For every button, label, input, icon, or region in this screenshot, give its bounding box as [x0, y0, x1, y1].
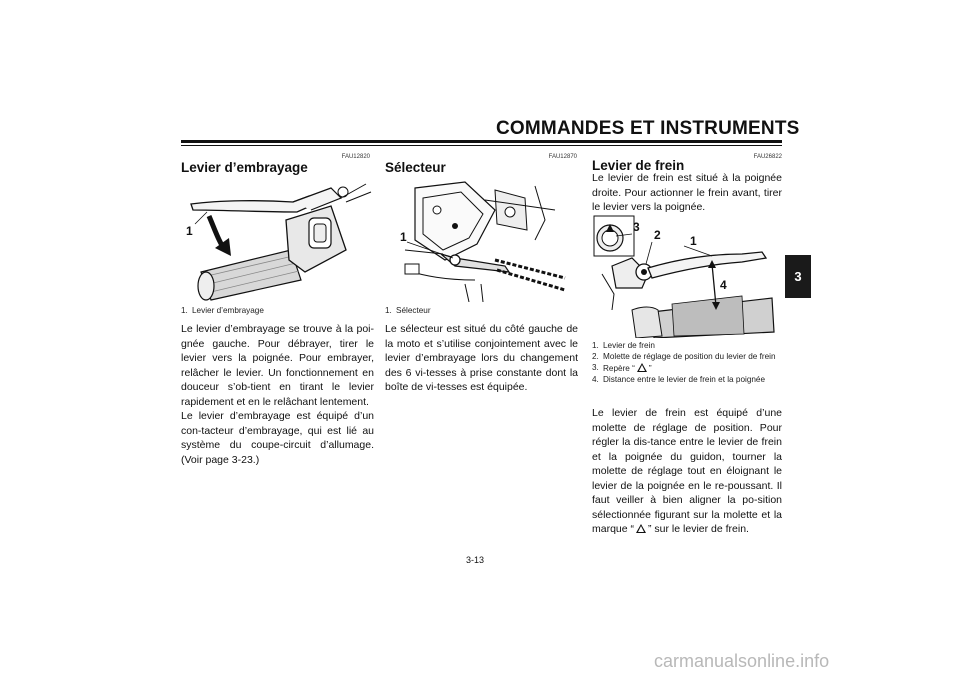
figure-callout-1: 1: [400, 230, 407, 244]
clutch-body: [181, 322, 374, 467]
figure-callout-2: 2: [654, 228, 661, 242]
caption-text: Levier de frein: [603, 341, 655, 350]
section-code: FAU12820: [341, 154, 370, 160]
page-number: 3-13: [466, 555, 485, 565]
figure-callout-4: 4: [720, 278, 727, 292]
figure-callout-1: 1: [690, 234, 697, 248]
caption-list: [592, 341, 782, 386]
caption-text: Molette de réglage de position du levier de frein: [603, 352, 776, 361]
clutch-lever-illustration: [181, 180, 374, 302]
shift-pedal-figure: [385, 180, 578, 302]
brake-intro: Le levier de frein est situé à la poignée droite. Pour actionner le frein avant, tirer le levier vers la poignée.: [592, 172, 782, 213]
caption-text: Levier d’embrayage: [192, 306, 264, 315]
paragraph: Le levier de frein est équipé d’une molette de réglage de position. Pour régler la dis-tance entre le levier de frein et la poignée du guidon, tourner la molette de réglage tout en éloignant le levier de la poignée en le re-poussant. Il faut veiller à bien aligner la po-sition sélectionnée figurant sur la molette et la marque “: [592, 407, 782, 535]
caption-number: 1.: [385, 306, 392, 315]
triangle-mark-icon: [637, 363, 647, 372]
chapter-tab[interactable]: 3: [785, 255, 811, 298]
section-heading-shift-pedal: Sélecteur: [385, 160, 446, 175]
section-heading-clutch: Levier d’embrayage: [181, 160, 308, 175]
caption-list: [181, 306, 374, 317]
paragraph: Le levier d’embrayage se trouve à la poi-gnée gauche. Pour débrayer, tirer le levier vers la poignée. Pour embrayer, relâcher le levier. Un fonctionnement en douceur s’ob-tient en tirant le levier rapidement et en le relâchant lentement.: [181, 323, 374, 408]
watermark: carmanualsonline.info: [654, 651, 830, 671]
caption-number: 1.: [181, 306, 188, 315]
caption-item: [592, 375, 782, 385]
paragraph: ” sur le levier de frein.: [648, 523, 749, 535]
header-rule-thick: [181, 140, 782, 143]
caption-item: [592, 352, 782, 362]
caption-text: ”: [648, 364, 652, 373]
caption-list: [385, 306, 578, 317]
clutch-lever-figure: [181, 180, 374, 302]
section-code: FAU12870: [548, 154, 577, 160]
caption-text: Sélecteur: [396, 306, 431, 315]
figure-callout-3: 3: [633, 220, 640, 234]
caption-text: Distance entre le levier de frein et la poignée: [603, 375, 766, 384]
brake-lever-figure: [592, 214, 782, 338]
caption-item: [592, 341, 782, 351]
caption-number: 2.: [592, 352, 599, 361]
paragraph: Le levier d’embrayage est équipé d’un con-tacteur d’embrayage, qui est lié au système du coupe-circuit d’allumage. (Voir page 3-23.): [181, 410, 374, 466]
shift-pedal-illustration: [385, 180, 578, 302]
caption-text: Repère “: [603, 364, 635, 373]
figure-callout-1: 1: [186, 224, 193, 238]
caption-number: 4.: [592, 375, 599, 384]
section-code: FAU26822: [753, 154, 782, 160]
caption-item: [181, 306, 374, 316]
brake-lever-illustration: [592, 214, 782, 338]
caption-item: [592, 363, 782, 374]
brake-body: [592, 406, 782, 537]
shift-pedal-body: [385, 322, 578, 395]
section-heading-brake: Levier de frein: [592, 158, 685, 173]
paragraph: Le sélecteur est situé du côté gauche de la moto et s’utilise conjointement avec le levier d’embrayage lors du changement des 6 vi-tesses à prise constante dont la boîte de vi-tesses est équipée.: [385, 323, 578, 393]
caption-number: 1.: [592, 341, 599, 350]
page-header-title: COMMANDES ET INSTRUMENTS: [496, 118, 800, 139]
triangle-mark-icon: [636, 524, 646, 533]
caption-number: 3.: [592, 363, 599, 372]
header-rule-thin: [181, 145, 782, 146]
caption-item: [385, 306, 578, 316]
